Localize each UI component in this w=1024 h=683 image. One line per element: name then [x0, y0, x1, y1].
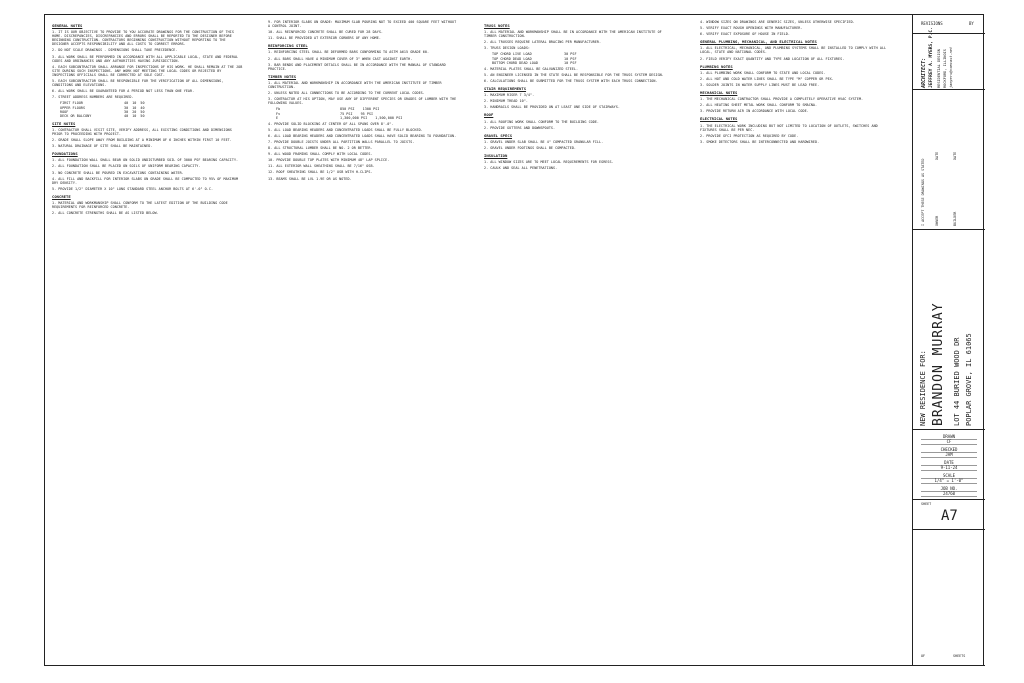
architect-label: ARCHITECT: — [921, 57, 927, 88]
notes-table-cell: BOTTOM CHORD DEAD LOAD — [492, 60, 539, 65]
notes-table-cell: UPPER FLOORS — [60, 105, 86, 110]
notes-table-cell: 1,500,000 PSI — [375, 115, 403, 120]
notes-table-cell: 30 — [124, 109, 129, 114]
notes-heading: GENERAL PLUMBING, MECHANICAL, AND ELECTRICAL NOTES — [700, 39, 817, 45]
note-item: 10. PROVIDE DOUBLE TOP PLATES WITH MINIMUM 48" LAP SPLICE. — [268, 158, 390, 163]
note-item: 3. SMOKE DETECTORS SHALL BE INTERCONNECTED AND HARDWIRED. — [700, 139, 820, 144]
revisions-box — [913, 14, 985, 34]
date-value: 9-11-24 — [921, 465, 977, 471]
note-item: 2. FIELD VERIFY EXACT QUANTITY AND TYPE AND LOCATION OF ALL FIXTURES. — [700, 56, 845, 61]
note-item: 4. ALL FILL AND BACKFILL FOR INTERIOR SLABS ON GRADE SHALL BE COMPACTED TO 95% OF MAXIMUM DRY DENSITY. — [52, 176, 239, 185]
note-item: 2. GRAVEL UNDER FOOTINGS SHALL BE COMPACTED. — [484, 145, 577, 150]
sheet-number: A7 — [941, 508, 958, 524]
of-label: OF — [921, 654, 926, 658]
note-item: 1. MATERIAL AND WORKMANSHIP SHALL CONFORM TO THE LATEST EDITION OF THE BUILDING CODE REQUIREMENTS FOR REINFORCED CONCRETE. — [52, 201, 228, 210]
note-item: 2. PROVIDE GFCI PROTECTION AS REQUIRED BY CODE. — [700, 133, 799, 138]
note-item: 2. MINIMUM TREAD 10". — [484, 99, 528, 104]
notes-table-cell: 10 — [132, 113, 137, 118]
notes-table-cell: 30 PSF — [564, 52, 577, 57]
note-item: 3. NO CONCRETE SHALL BE POURED IN EXCAVATIONS CONTAINING WATER. — [52, 170, 184, 175]
notes-table-cell: 1,300,000 PSI — [340, 115, 368, 120]
note-item: 3. HANDRAILS SHALL BE PROVIDED ON AT LEAST ONE SIDE OF STAIRWAYS. — [484, 105, 620, 110]
notes-column — [52, 20, 244, 648]
total-sheets-label: SHEETS — [953, 654, 966, 658]
note-item: 1. ALL MATERIAL AND WORKMANSHIP SHALL BE IN ACCORDANCE WITH THE AMERICAN INSTITUTE OF TIMBER CONSTRUCTION. — [484, 30, 662, 39]
sheet-label: SHEET — [921, 502, 932, 506]
note-item: 4. PROVIDE SOLID BLOCKING AT CENTER OF ALL SPANS OVER 8'-0". — [268, 121, 394, 126]
notes-table-cell: TOP CHORD LIVE LOAD — [492, 52, 532, 57]
owner-date-label: DATE — [935, 151, 939, 160]
note-item: 2. ALL HEATING SHEET METAL WORK SHALL CONFORM TO SMACNA. — [700, 103, 818, 108]
drawn-label: DRAWN — [921, 434, 977, 440]
note-item: 2. PROVIDE GUTTERS AND DOWNSPOUTS. — [484, 125, 556, 130]
consent-text: I ACCEPT THESE DRAWINGS AS STATED — [921, 158, 925, 226]
note-item: 4. EACH SUBCONTRACTOR SHALL ARRANGE FOR INSPECTIONS OF HIS WORK. HE SHALL REMAIN AT THE JOB SITE DURING SUCH INSPECTIONS. ANY WORK NOT MEETING THE LOCAL CODES OR REJECTED BY INSPECTIONS OFFICIALS SHALL BE CORRECTED AT SOLE COST. — [52, 64, 243, 77]
notes-table-cell: 20 — [132, 109, 137, 114]
notes-table-cell: E — [276, 115, 279, 120]
notes-table-cell: ROOF — [60, 109, 69, 114]
notes-table-cell: DECK OR BALCONY — [60, 113, 92, 118]
note-item: 1. CONTRACTOR SHALL VISIT SITE, VERIFY ADDRESS, ALL EXISTING CONDITIONS AND DIMENSIONS PRIOR TO PROCEEDING WITH PROJECT. — [52, 127, 232, 136]
note-item: 1. GRAVEL UNDER SLAB SHALL BE 4" COMPACTED GRANULAR FILL. — [484, 139, 604, 144]
checked-label: CHECKED — [921, 447, 977, 453]
note-item: 2. UNLESS NOTED ALL CONNECTIONS TO BE ACCORDING TO THE CURRENT LOCAL CODES. — [268, 91, 425, 96]
note-item: 9. ALL WOOD FRAMING SHALL COMPLY WITH LOCAL CODES. — [268, 152, 373, 157]
note-item: 11. SHALL BE PROVIDED AT EXTERIOR CORNERS OF ANY HOME. — [268, 36, 381, 41]
project-heading: NEW RESIDENCE FOR: — [919, 350, 927, 426]
note-item: 5. AN ENGINEER LICENSED IN THE STATE SHALL BE RESPONSIBLE FOR THE TRUSS SYSTEM DESIGN. — [484, 72, 664, 77]
general-notes-area — [52, 20, 912, 650]
address-line-2: POPLAR GROVE, IL 61065 — [965, 333, 973, 426]
note-item: 2. ALL TRUSSES REQUIRE LATERAL BRACING PER MANUFACTURER. — [484, 40, 602, 45]
note-item: 8. ALL STRUCTURAL LUMBER SHALL BE NO. 2 OR BETTER. — [268, 146, 373, 151]
note-item: 1. ALL ELECTRICAL, MECHANICAL, AND PLUMBING SYSTEMS SHALL BE INSTALLED TO COMPLY WITH ALL LOCAL, STATE AND NATIONAL CODES. — [700, 46, 887, 55]
job-no-label: JOB NO. — [921, 486, 977, 492]
scale-label: SCALE — [921, 473, 977, 479]
notes-heading: FOUNDATIONS — [52, 151, 78, 157]
note-item: 2. ALL FOUNDATION SHALL BE PLACED ON SOILS OF UNIFORM BEARING CAPACITY. — [52, 164, 201, 169]
architect-name: JEFFREY A. MYERS, P.C. — [929, 27, 934, 88]
note-item: 3. ALL WORK SHALL BE PERFORMED IN ACCORDANCE WITH ALL APPLICABLE LOCAL, STATE AND FEDERAL CODES AND ORDINANCES AND ANY AUTHORITIES HAVING JURISDICTION. — [52, 54, 239, 63]
revisions-label: REVISIONS — [921, 21, 943, 26]
architect-email: jamyers@comcast.net — [949, 46, 953, 88]
drawing-info-box — [913, 430, 985, 500]
sheet-count-box — [913, 530, 985, 666]
architect-box — [913, 27, 985, 90]
note-item: 2. GRADE SHALL SLOPE AWAY FROM BUILDING AT A MINIMUM OF 6 INCHES WITHIN FIRST 10 FEET. — [52, 138, 232, 143]
note-item: 1. ALL FOUNDATION WALL SHALL BEAR ON SOLID UNDISTURBED SOIL OF 3000 PSF BEARING CAPACITY. — [52, 158, 239, 163]
note-item: 6. ALL WORK SHALL BE GUARANTEED FOR A PERIOD NOT LESS THAN ONE YEAR. — [52, 89, 195, 94]
notes-heading: CONCRETE — [52, 193, 71, 199]
notes-column — [268, 20, 460, 648]
address-line-1: LOT 44 BURIED WOOD DR — [953, 337, 961, 426]
project-box — [913, 230, 985, 430]
notes-table-cell: 50 — [140, 109, 145, 114]
notes-heading: GENERAL NOTES — [52, 23, 83, 28]
note-item: 6. VERIFY EXACT EXPOSURE OF HOUSE IN FIELD. — [700, 32, 790, 37]
note-item: 5. EACH SUBCONTRACTOR SHALL BE RESPONSIBLE FOR THE VERIFICATION OF ALL DIMENSIONS, CONDITIONS AND ELEVATIONS. — [52, 79, 224, 88]
note-item: 7. STREET ADDRESS NUMBERS ARE REQUIRED. — [52, 95, 134, 100]
note-item: 3. PROVIDE RETURN AIR IN ACCORDANCE WITH LOCAL CODE. — [700, 109, 809, 114]
notes-table-cell: TOP CHORD DEAD LOAD — [492, 56, 532, 61]
notes-table-row — [60, 114, 244, 118]
notes-table — [60, 101, 244, 117]
architect-line: RESIDENTIAL DESIGN — [937, 49, 941, 88]
sheet-number-box — [913, 500, 985, 530]
title-block — [912, 14, 984, 666]
notes-table-cell: Fb — [276, 107, 281, 112]
owner-consent-box — [913, 90, 985, 230]
note-item: 3. CONTRACTOR AT HIS OPTION, MAY USE ANY OF DIFFERENT SPECIES OR GRADES OF LUMBER WITH THE FOLLOWING VALUES. — [268, 97, 457, 106]
architect-line: ROCKFORD, ILLINOIS — [943, 49, 947, 88]
note-item: 4. WINDOW SIZES ON DRAWINGS ARE GENERIC SIZES, UNLESS OTHERWISE SPECIFIED. — [700, 20, 855, 24]
notes-table-cell: 40 — [124, 113, 129, 118]
notes-table-cell: 10 PSF — [564, 60, 577, 65]
notes-table-row — [276, 116, 460, 120]
notes-heading: MECHANICAL NOTES — [700, 90, 738, 96]
notes-table-cell: 50 — [140, 101, 145, 106]
notes-table-cell: 50 — [140, 113, 145, 118]
notes-table-cell: 75 PSI — [340, 111, 353, 116]
note-item: 1. ALL PLUMBING WORK SHALL CONFORM TO STATE AND LOCAL CODES. — [700, 70, 826, 75]
notes-heading: REINFORCING STEEL — [268, 43, 308, 49]
notes-table-cell: 40 — [140, 105, 145, 110]
note-item: 1. ALL ROOFING WORK SHALL CONFORM TO THE BUILDING CODE. — [484, 119, 600, 124]
note-item: 12. ROOF SHEATHING SHALL BE 1/2" OSB WITH H-CLIPS. — [268, 170, 373, 175]
notes-table — [276, 107, 460, 119]
notes-table-cell: 10 — [132, 105, 137, 110]
note-item: 2. CAULK AND SEAL ALL PENETRATIONS. — [484, 166, 558, 171]
notes-table-cell: 40 — [124, 101, 129, 106]
note-item: 5. PROVIDE 1/2" DIAMETER X 10" LONG STANDARD STEEL ANCHOR BOLTS AT 6'-0" O.C. — [52, 186, 214, 191]
notes-column — [484, 20, 676, 648]
checked-value: JAM — [921, 452, 977, 458]
note-item: 5. ALL LOAD BEARING HEADERS AND CONCENTRATED LOADS SHALL BE FULLY BLOCKED. — [268, 127, 423, 132]
note-item: 1. ALL MATERIAL AND WORKMANSHIP IN ACCORDANCE WITH THE AMERICAN INSTITUTE OF TIMBER CONSTRUCTION. — [268, 80, 442, 90]
notes-table-cell: 95 PSI — [360, 111, 374, 116]
job-no-value: 24760 — [921, 491, 977, 497]
note-item: 2. DO NOT SCALE DRAWINGS - DIMENSIONS SHALL TAKE PRECEDENCE. — [52, 48, 178, 53]
client-name: BRANDON MURRAY — [931, 302, 946, 426]
owner-label: OWNER — [935, 215, 939, 226]
notes-heading: PLUMBING NOTES — [700, 63, 733, 69]
notes-heading: ELECTRICAL NOTES — [700, 116, 738, 122]
note-item: 9. FOR INTERIOR SLABS ON GRADE: MAXIMUM SLAB POURING NOT TO EXCEED 400 SQUARE FEET WITHOUT A CONTROL JOINT. — [268, 20, 457, 29]
note-item: 11. ALL EXTERIOR WALL SHEATHING SHALL BE 7/16" OSB. — [268, 164, 375, 169]
note-item: 1. ALL WINDOW SIZES ARE TO MEET LOCAL REQUIREMENTS FOR EGRESS. — [484, 160, 614, 165]
note-item: 7. PROVIDE DOUBLE JOISTS UNDER ALL PARTITION WALLS PARALLEL TO JOISTS. — [268, 139, 415, 144]
notes-heading: INSULATION — [484, 152, 508, 158]
note-item: 13. BEAMS SHALL BE LVL 1.9E OR AS NOTED. — [268, 176, 352, 181]
notes-table — [492, 52, 676, 64]
note-item: 5. VERIFY EXACT ROUGH OPENINGS WITH MANUFACTURER. — [700, 26, 803, 31]
note-item: 10. ALL REINFORCED CONCRETE SHALL BE CURED FOR 28 DAYS. — [268, 30, 384, 35]
note-item: 1. MAXIMUM RISER 7 3/4". — [484, 93, 535, 98]
builder-date-label: DATE — [953, 151, 957, 160]
note-item: 2. ALL BARS SHALL HAVE A MINIMUM COVER OF 3" WHEN CAST AGAINST EARTH. — [268, 56, 413, 61]
drawn-value: CF — [921, 439, 977, 445]
note-item: 1. THE MECHANICAL CONTRACTOR SHALL PROVIDE A COMPLETELY OPERATIVE HVAC SYSTEM. — [700, 97, 864, 102]
note-item: 2. ALL HOT AND COLD WATER LINES SHALL BE TYPE "M" COPPER OR PEX. — [700, 76, 834, 81]
notes-table-cell: 10 PSF — [564, 56, 577, 61]
notes-table-cell: 1300 PSI — [362, 107, 380, 112]
notes-heading: ROOF — [484, 112, 494, 118]
note-item: 2. ALL CONCRETE STRENGTHS SHALL BE AS LISTED BELOW. — [52, 211, 159, 216]
notes-table-cell: 10 — [132, 101, 137, 106]
note-item: 1. IT IS OUR OBJECTIVE TO PROVIDE TO YOU ACCURATE DRAWINGS FOR THE CONSTRUCTION OF THIS HOME. DISCREPANCIES, DISCREPANCIES AND ERRORS SHALL BE REPORTED TO THE DESIGNER BEFORE BEGINNING CONSTRUCTION. CONTRACTORS BEGINNING CONSTRUCTION WITHOUT REPORTING TO THE DESIGNER ACCEPTS RESPONSIBILITY AND ALL COSTS TO CORRECT ERRORS. — [52, 30, 234, 47]
date-label: DATE — [921, 460, 977, 466]
note-item: 3. BAR BENDS AND PLACEMENT DETAILS SHALL BE IN ACCORDANCE WITH THE MANUAL OF STANDARD PRACTICE. — [268, 62, 446, 71]
notes-heading: SITE NOTES — [52, 120, 76, 126]
notes-heading: TRUSS NOTES — [484, 23, 510, 28]
notes-table-row — [492, 61, 676, 65]
notes-table-cell: 30 — [124, 105, 129, 110]
note-item: 1. THE ELECTRICAL WORK INCLUDING BUT NOT LIMITED TO LOCATION OF OUTLETS, SWITCHES AND FIXTURES SHALL BE PER NEC. — [700, 123, 878, 132]
notes-table-cell: Fv — [276, 111, 281, 116]
notes-column — [700, 20, 892, 648]
notes-heading: GRAVEL SPECS — [484, 132, 513, 138]
note-item: 3. SOLDER JOINTS IN WATER SUPPLY LINES MUST BE LEAD FREE. — [700, 82, 820, 87]
note-item: 6. ALL LOAD BEARING HEADERS AND CONCENTRATED LOADS SHALL HAVE SOLID BEARING TO FOUNDATION. — [268, 133, 457, 138]
note-item: 6. CALCULATIONS SHALL BE SUBMITTED FOR THE TRUSS SYSTEM WITH EACH TRUSS CONNECTION. — [484, 78, 658, 83]
note-item: 3. TRUSS DESIGN LOADS: — [484, 46, 531, 51]
note-item: 3. NATURAL DRAINAGE OF SITE SHALL BE MAINTAINED. — [52, 144, 153, 149]
by-label: BY — [969, 21, 974, 26]
scale-value: 1/4" = 1'-0" — [921, 478, 977, 484]
notes-heading: TIMBER NOTES — [268, 73, 297, 79]
note-item: 1. REINFORCING STEEL SHALL BE DEFORMED BARS CONFORMING TO ASTM A615 GRADE 60. — [268, 50, 430, 55]
builder-label: BUILDER — [953, 211, 957, 226]
note-item: 4. MATERIAL PLATES SHALL BE GALVANIZED STEEL. — [484, 66, 579, 71]
notes-table-cell: FIRST FLOOR — [60, 101, 84, 106]
notes-heading: STAIR REQUIREMENTS — [484, 86, 527, 92]
notes-table-cell: 850 PSI — [340, 107, 355, 112]
